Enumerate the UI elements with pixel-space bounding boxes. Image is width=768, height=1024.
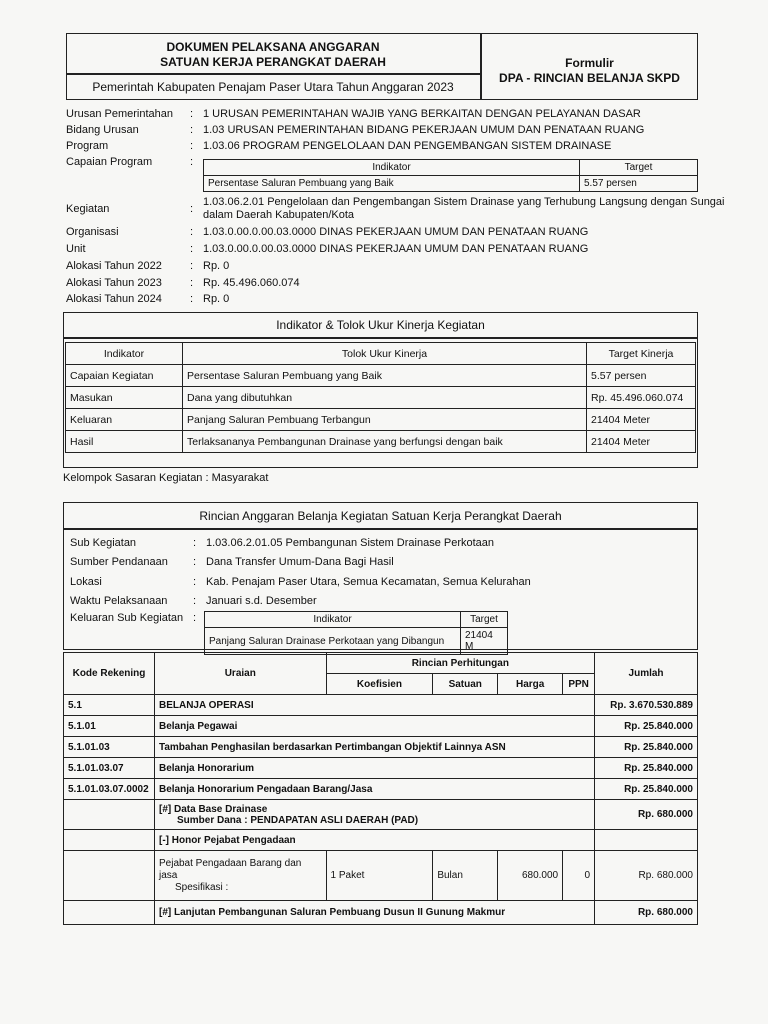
table-row [64,758,698,779]
kelompok-sasaran: Kelompok Sasaran Kegiatan : Masyarakat [63,472,269,484]
capaian-indikator-header: Indikator [204,160,580,176]
kode-cell: 5.1 [64,695,155,716]
honor-cell: [-] Honor Pejabat Pengadaan [154,830,594,851]
info-label: Alokasi Tahun 2022 [66,260,162,272]
uraian-cell: BELANJA OPERASI [154,695,594,716]
kinerja-title-divider [63,337,698,339]
capaian-program-table [203,159,698,192]
document-title-line1: DOKUMEN PELAKSANA ANGGARAN [166,40,380,54]
keluaran-indikator: Panjang Saluran Drainase Perkotaan yang Dibangun [205,628,461,655]
kinerja-header-target: Target Kinerja [587,343,696,365]
rincian-label: Sumber Pendanaan [70,556,168,568]
info-colon: : [190,140,194,152]
item-uraian-line1: Pejabat Pengadaan Barang dan [158,857,302,869]
jumlah-cell: Rp. 25.840.000 [595,716,698,737]
harga-cell: 680.000 [498,851,563,901]
info-value: Rp. 0 [203,260,230,272]
header-satuan: Satuan [433,674,498,695]
kinerja-cell: 21404 Meter [587,409,696,431]
formulir-block [481,56,698,86]
header-uraian: Uraian [154,653,326,695]
kinerja-cell: Persentase Saluran Pembuang yang Baik [183,365,587,387]
data-base-cell [154,800,594,830]
info-colon: : [190,243,194,255]
rincian-value: 1.03.06.2.01.05 Pembangunan Sistem Drainase Perkotaan [206,537,495,549]
rincian-colon: : [193,556,197,568]
kinerja-header-indikator: Indikator [66,343,183,365]
kinerja-cell: Dana yang dibutuhkan [183,387,587,409]
table-row [66,387,696,409]
kinerja-cell: Terlaksananya Pembangunan Drainase yang berfungsi dengan baik [183,431,587,453]
rincian-label: Lokasi [70,576,102,588]
rincian-colon: : [193,595,197,607]
kode-cell: 5.1.01.03.07 [64,758,155,779]
kode-cell [64,800,155,830]
info-colon: : [190,156,194,168]
kinerja-title: Indikator & Tolok Ukur Kinerja Kegiatan [276,318,485,332]
table-row [64,901,698,925]
info-value: Rp. 0 [203,293,230,305]
capaian-target: 5.57 persen [580,176,698,192]
table-row [64,716,698,737]
keluaran-table [204,611,508,655]
ppn-cell: 0 [563,851,595,901]
rincian-label: Keluaran Sub Kegiatan [70,612,184,624]
info-colon: : [190,108,194,120]
keluaran-target-header: Target [461,612,508,628]
satuan-cell: Bulan [433,851,498,901]
info-value: 1.03 URUSAN PEMERINTAHAN BIDANG PEKERJAAN UMUM DAN PENATAAN RUANG [203,124,645,136]
capaian-indikator: Persentase Saluran Pembuang yang Baik [204,176,580,192]
jumlah-cell: Rp. 680.000 [595,800,698,830]
header-hline [66,73,480,75]
table-row [66,365,696,387]
info-value: 1.03.0.00.0.00.03.0000 DINAS PEKERJAAN UMUM DAN PENATAAN RUANG [203,243,589,255]
kegiatan-value-line1: 1.03.06.2.01 Pengelolaan dan Pengembangan Sistem Drainase yang Terhubung Langsung dengan Sungai [203,196,725,208]
item-uraian-cell [154,851,326,901]
keluaran-indikator-header: Indikator [205,612,461,628]
uraian-cell: Belanja Honorarium Pengadaan Barang/Jasa [154,779,594,800]
kinerja-cell: Rp. 45.496.060.074 [587,387,696,409]
item-uraian-line2: jasa [158,869,178,881]
rincian-colon: : [193,537,197,549]
rincian-title-divider [63,528,698,530]
lanjutan-cell: [#] Lanjutan Pembangunan Saluran Pembuang Dusun II Gunung Makmur [154,901,594,925]
kinerja-cell: 21404 Meter [587,431,696,453]
rincian-colon: : [193,612,197,624]
table-row [64,779,698,800]
jumlah-cell: Rp. 25.840.000 [595,779,698,800]
kegiatan-label: Kegiatan [66,203,110,215]
belanja-table [63,652,698,925]
header-kode: Kode Rekening [64,653,155,695]
jumlah-cell [595,830,698,851]
info-colon: : [190,277,194,289]
info-colon: : [190,260,194,272]
formulir-name: DPA - RINCIAN BELANJA SKPD [499,71,680,85]
capaian-target-header: Target [580,160,698,176]
item-spesifikasi: Spesifikasi : [174,881,229,893]
jumlah-cell: Rp. 680.000 [595,851,698,901]
uraian-cell: Belanja Honorarium [154,758,594,779]
rincian-value: Kab. Penajam Paser Utara, Semua Kecamatan, Semua Kelurahan [206,576,531,588]
document-title-line2: SATUAN KERJA PERANGKAT DAERAH [160,55,386,69]
rincian-value: Dana Transfer Umum-Dana Bagi Hasil [206,556,394,568]
kode-cell [64,830,155,851]
document-title [66,40,480,70]
kinerja-cell: Masukan [66,387,183,409]
info-value: Rp. 45.496.060.074 [203,277,300,289]
document-subtitle: Pemerintah Kabupaten Penajam Paser Utara Tahun Anggaran 2023 [92,80,454,94]
header-rincian: Rincian Perhitungan [326,653,595,674]
kinerja-table [65,342,696,453]
info-colon: : [190,124,194,136]
kinerja-header-tolok: Tolok Ukur Kinerja [183,343,587,365]
table-row [66,409,696,431]
kode-cell: 5.1.01.03.07.0002 [64,779,155,800]
info-label: Organisasi [66,226,119,238]
header-ppn: PPN [563,674,595,695]
uraian-cell: Tambahan Penghasilan berdasarkan Pertimbangan Objektif Lainnya ASN [154,737,594,758]
jumlah-cell: Rp. 25.840.000 [595,737,698,758]
kegiatan-value-line2: dalam Daerah Kabupaten/Kota [203,209,355,221]
table-row [64,695,698,716]
info-label: Unit [66,243,86,255]
table-row [64,737,698,758]
kegiatan-value [203,196,725,222]
jumlah-cell: Rp. 25.840.000 [595,758,698,779]
rincian-label: Waktu Pelaksanaan [70,595,168,607]
info-label: Bidang Urusan [66,124,139,136]
table-row [64,800,698,830]
rincian-label: Sub Kegiatan [70,537,137,549]
info-label: Program [66,140,109,152]
info-value: 1.03.06 PROGRAM PENGELOLAAN DAN PENGEMBANGAN SISTEM DRAINASE [203,140,612,152]
table-row [64,851,698,901]
info-value: 1 URUSAN PEMERINTAHAN WAJIB YANG BERKAITAN DENGAN PELAYANAN DASAR [203,108,641,120]
info-label: Capaian Program [66,156,153,168]
info-label: Urusan Pemerintahan [66,108,174,120]
kinerja-cell: Panjang Saluran Pembuang Terbangun [183,409,587,431]
kinerja-cell: Hasil [66,431,183,453]
info-colon: : [190,293,194,305]
koefisien-cell: 1 Paket [326,851,433,901]
jumlah-cell: Rp. 3.670.530.889 [595,695,698,716]
uraian-cell: Belanja Pegawai [154,716,594,737]
header-harga: Harga [498,674,563,695]
kode-cell: 5.1.01 [64,716,155,737]
kode-cell [64,851,155,901]
jumlah-cell: Rp. 680.000 [595,901,698,925]
rincian-value: Januari s.d. Desember [206,595,317,607]
data-base-line1: [#] Data Base Drainase [158,803,268,815]
header-koefisien: Koefisien [326,674,433,695]
info-value: 1.03.0.00.0.00.03.0000 DINAS PEKERJAAN UMUM DAN PENATAAN RUANG [203,226,589,238]
kode-cell: 5.1.01.03 [64,737,155,758]
table-row [64,830,698,851]
info-colon: : [190,203,194,215]
kinerja-cell: Capaian Kegiatan [66,365,183,387]
formulir-label: Formulir [565,56,614,70]
kode-cell [64,901,155,925]
info-colon: : [190,226,194,238]
table-row [66,431,696,453]
data-base-line2: Sumber Dana : PENDAPATAN ASLI DAERAH (PAD) [176,814,419,826]
rincian-title: Rincian Anggaran Belanja Kegiatan Satuan Kerja Perangkat Daerah [199,509,562,523]
info-label: Alokasi Tahun 2024 [66,293,162,305]
rincian-colon: : [193,576,197,588]
header-jumlah: Jumlah [595,653,698,695]
kinerja-cell: 5.57 persen [587,365,696,387]
info-label: Alokasi Tahun 2023 [66,277,162,289]
kinerja-cell: Keluaran [66,409,183,431]
keluaran-target: 21404 M [461,628,508,655]
